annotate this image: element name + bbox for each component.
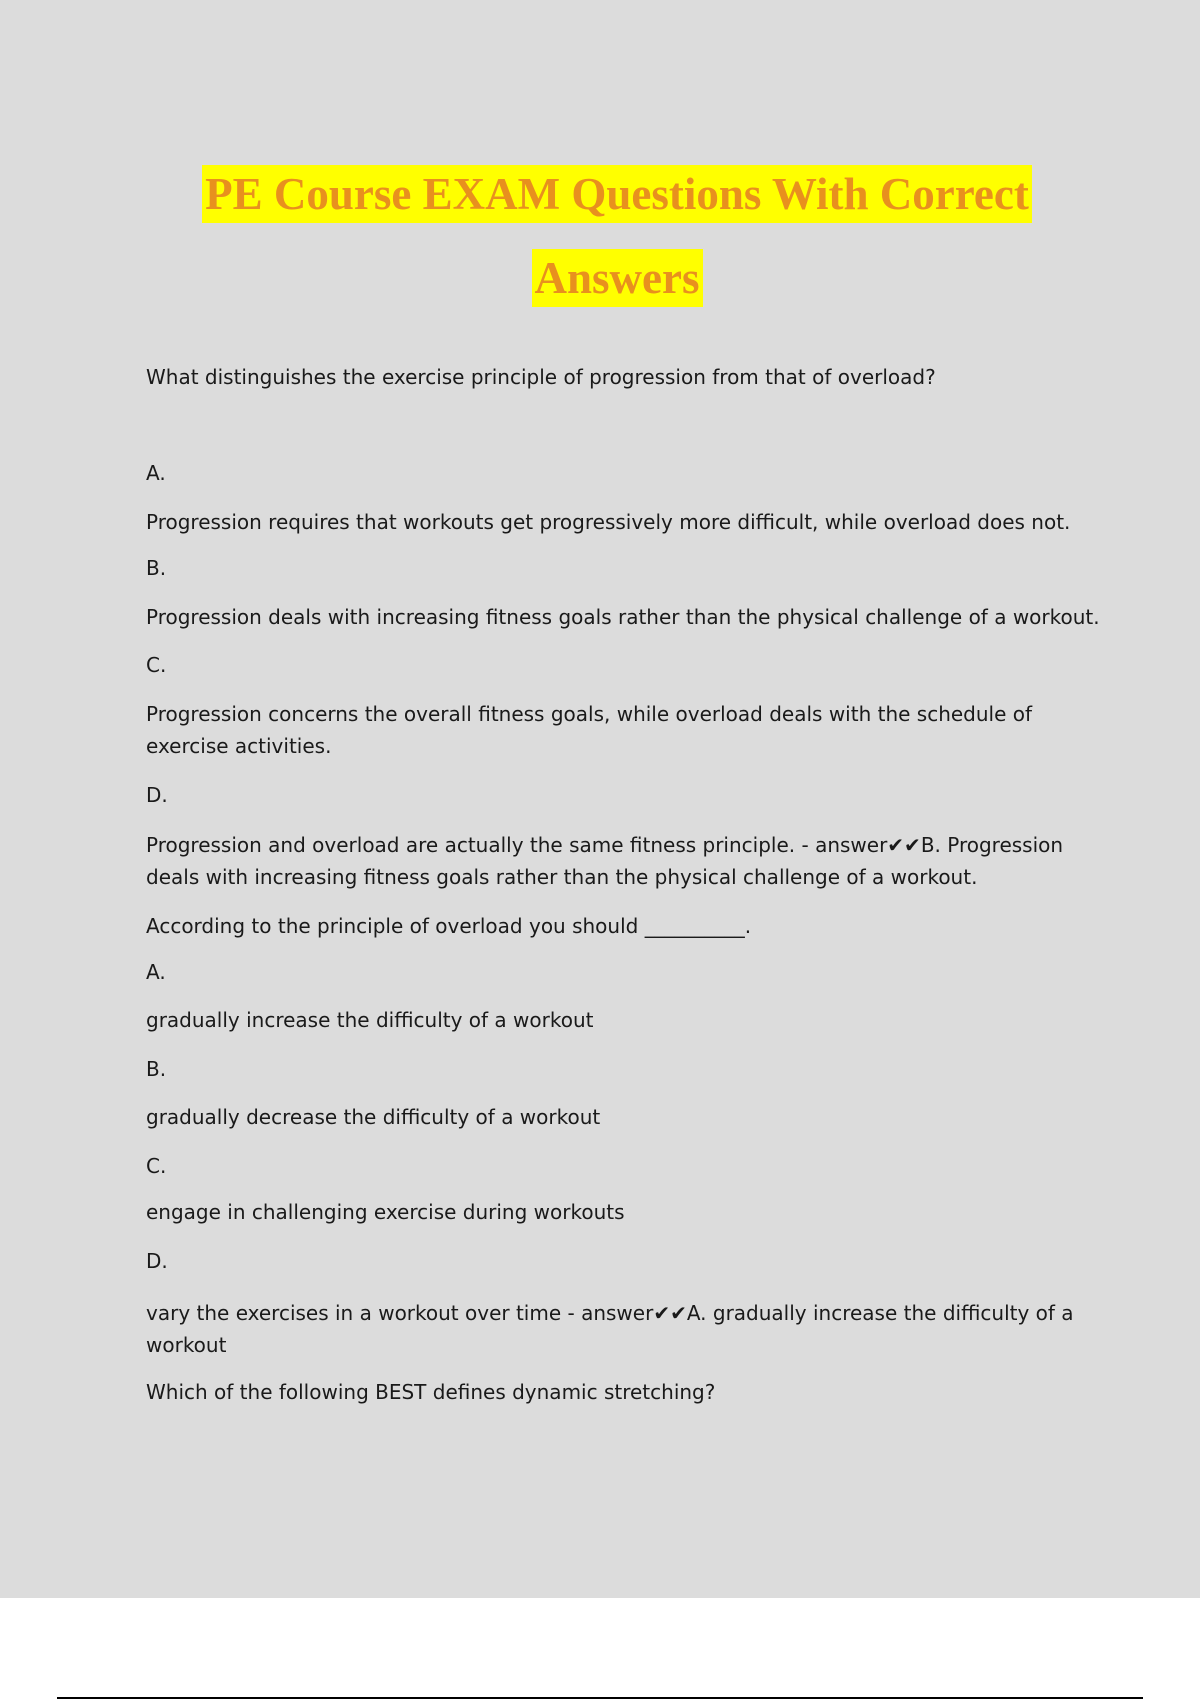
q1-option-d-letter: D. [146, 783, 168, 807]
q1-option-d-text-answer: Progression and overload are actually the same fitness principle. - answer✔✔B. Progression deals with increasing fitness goals rather than the physical challenge of a workout. [146, 833, 1064, 889]
q2-option-b-letter: B. [146, 1057, 167, 1081]
q1-option-c-letter: C. [146, 653, 167, 677]
q2-option-c-text: engage in challenging exercise during workouts [146, 1200, 625, 1224]
q2-option-d-text-answer: vary the exercises in a workout over time - answer✔✔A. gradually increase the difficulty of a workout [146, 1301, 1074, 1357]
q1-option-c-text: Progression concerns the overall fitness goals, while overload deals with the schedule of exercise activities. [146, 702, 1033, 758]
q2-option-b-text: gradually decrease the difficulty of a workout [146, 1105, 601, 1129]
question-3-prompt: Which of the following BEST defines dynamic stretching? [146, 1380, 716, 1404]
q1-option-a-letter: A. [146, 461, 166, 485]
title-line-1: PE Course EXAM Questions With Correct [202, 165, 1032, 223]
question-1-prompt: What distinguishes the exercise principle of progression from that of overload? [146, 365, 936, 389]
q1-option-b-letter: B. [146, 556, 167, 580]
q2-option-a-letter: A. [146, 960, 166, 984]
title-line-2: Answers [532, 249, 703, 307]
q1-option-b-text: Progression deals with increasing fitness goals rather than the physical challenge of a workout. [146, 605, 1100, 629]
q2-option-a-text: gradually increase the difficulty of a workout [146, 1008, 594, 1032]
q2-option-d-letter: D. [146, 1249, 168, 1273]
document-title [0, 165, 1200, 307]
question-2-prompt: According to the principle of overload you should __________. [146, 914, 752, 938]
q1-option-a-text: Progression requires that workouts get progressively more difficult, while overload does not. [146, 510, 1071, 534]
q2-option-c-letter: C. [146, 1154, 167, 1178]
footer-divider [57, 1697, 1143, 1699]
